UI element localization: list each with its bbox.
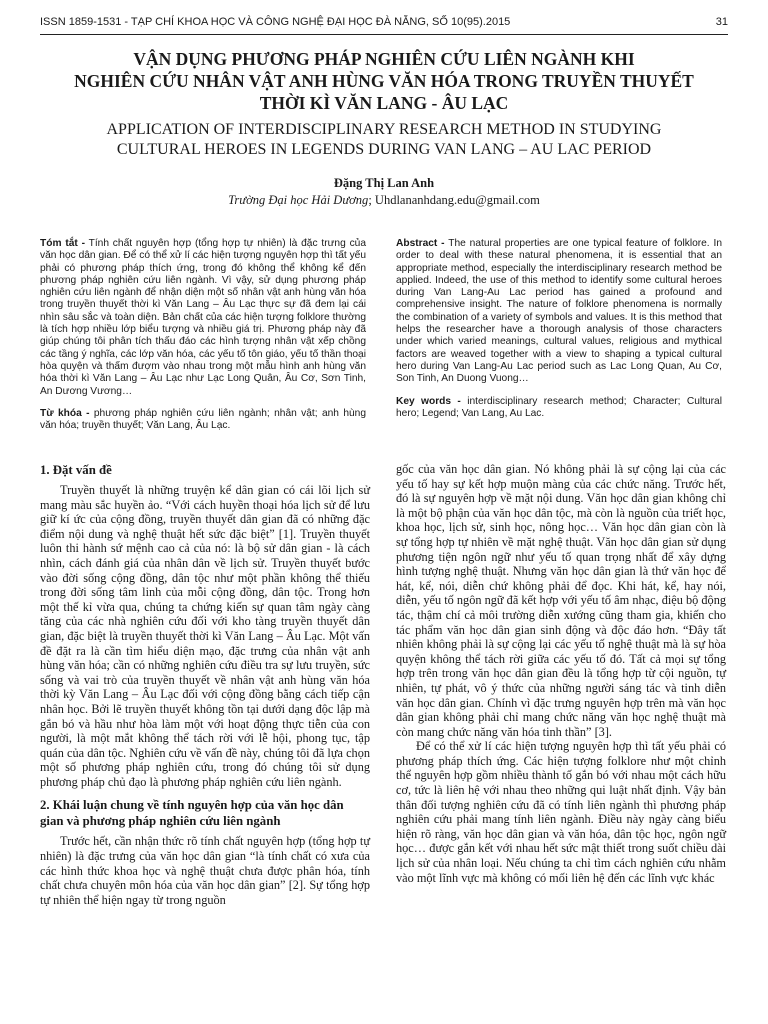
- body-paragraph: Để có thể xử lí các hiện tượng nguyên hợp thì tất yếu phải có phương pháp thích ứng. Các hiện tượng folklore như một chỉnh thể nguyên hợp gồm nhiều thành tố gắn bó với nhau một cách hữu cơ, tức là liên hệ với nhau theo những qui luật nhất định. Vậy bản thân đối tượng nghiên cứu đã có tính liên ngành thì phương pháp nghiên cứu phải mang tính liên ngành. Điều này ngày càng biểu hiện rõ ràng, văn học dân gian và văn hóa, dân tộc học, ngôn ngữ học… được gắn kết với nhau hết sức mật thiết trong suốt chiều dài lịch sử của nhân loại. Nếu chúng ta chỉ tìm cách nghiên cứu nhằm vào một lĩnh vực mà không có mối liên hệ đến các lĩnh vực khác: [396, 739, 726, 885]
- abstract-en-text: The natural properties are one typical feature of folklore. In order to deal with these natural phenomena, it is essential that an appropriate method, especially the interdisciplinary research method be applied. Indeed, the use of this method to identify some cultural heroes during Van Lang-Au Lac period has gained a profound and comprehensive insight. The nature of folklore phenomena is normally the combination of a variety of symbols and values. It is this method that helps the researcher have a thorough analysis of those characters under which varied meanings, cultural values, religious and mythical factors are weaved together with a view to shaping a typical cultural hero during Van Lang-Au Lac period such as Lac Long Quan, Au Cơ, Son Tinh, An Duong Vuong…: [396, 238, 722, 385]
- title-en-line: APPLICATION OF INTERDISCIPLINARY RESEARCH METHOD IN STUDYING: [106, 121, 662, 138]
- abstract-vi-text: Tính chất nguyên hợp (tổng hợp tự nhiên) là đặc trưng của văn học dân gian. Để có thể xử lí các hiện tượng nguyên hợp thì tất yếu phải có phương pháp thích ứng, trong đó không thể không kể đến phương pháp nghiên cứu liên ngành. Vì vậy, sử dụng phương pháp nghiên cứu liên ngành để nhận diện một số nhân vật anh hùng văn hóa trong truyền thuyết thời kì Văn Lang – Âu Lạc thực sự đã đem lại cái nhìn sâu sắc và toàn diện. Bản chất của các hiện tượng folklore thường là tích hợp nhiều lớp biểu tượng và nhiều giá trị. Phương pháp này đã giúp chúng tôi phân tích thấu đáo các hình tượng nhân vật xếp chồng các tầng ý nghĩa, các lớp văn hóa, các yếu tố tôn giáo, yếu tố thần thoại hòa quyện và thấm đượm vào nhau trong một mẫu hình anh hùng văn hóa thời kì Văn Lang – Âu Lạc như Lạc Long Quân, Âu Cơ, Sơn Tinh, An Dương Vương…: [40, 238, 366, 397]
- keywords-en-label: Key words -: [396, 395, 461, 407]
- keywords-vi-label: Từ khóa -: [40, 407, 90, 419]
- body-paragraph: Trước hết, cần nhận thức rõ tính chất nguyên hợp (tổng hợp tự nhiên) là đặc trưng của văn học dân gian “là tính chất có xưa của các hình thức khoa học và nghệ thuật chưa được phân hóa, tính chất chưa chuyên môn hóa của văn học dân gian” [2]. Sự tổng hợp tự nhiên thể hiện ngay từ trong nguồn: [40, 834, 370, 907]
- section-heading-1: 1. Đặt vấn đề: [40, 463, 112, 477]
- abstract-vi-label: Tóm tắt -: [40, 238, 85, 249]
- author-affiliation: [40, 193, 728, 208]
- abstract-vietnamese: [40, 238, 366, 432]
- header-rule: [40, 34, 728, 35]
- keywords-vi: [40, 408, 366, 433]
- author-email: ; Uhdlananhdang.edu@gmail.com: [368, 193, 540, 207]
- abstract-english: [396, 238, 722, 420]
- abstract-en-paragraph: [396, 238, 722, 386]
- author-name: Đặng Thị Lan Anh: [333, 176, 435, 190]
- abstract-en-label: Abstract -: [396, 238, 445, 249]
- title-english: [40, 120, 728, 160]
- section-heading-2: 2. Khái luận chung về tính nguyên hợp của văn học dân gian và phương pháp nghiên cứu liên ngành: [40, 798, 344, 829]
- running-head: [40, 12, 728, 32]
- title-en-line: CULTURAL HEROES IN LEGENDS DURING VAN LANG – AU LAC PERIOD: [116, 141, 652, 158]
- keywords-en: [396, 396, 722, 421]
- abstract-vi-paragraph: [40, 238, 366, 398]
- title-vietnamese: [40, 48, 728, 114]
- title-vi-line: VẬN DỤNG PHƯƠNG PHÁP NGHIÊN CỨU LIÊN NGÀNH KHI: [133, 49, 635, 69]
- title-vi-line: THỜI KÌ VĂN LANG - ÂU LẠC: [259, 93, 509, 113]
- body-paragraph: Truyền thuyết là những truyện kể dân gian có cái lõi lịch sử mang màu sắc huyền ảo. “Với cách huyền thoại hóa lịch sử để lưu giữ kí ức của cộng đồng, truyền thuyết dân gian đã có những đặc điểm nội dung và nghệ thuật hết sức đặc biệt” [1]. Truyền thuyết luôn thi hành sứ mệnh cao cả của nó: là bộ sử dân gian - là cách nhìn, cách đánh giá của nhân dân về lịch sử. Truyền thuyết bước vào đời sống cộng đồng, dân tộc như một phần không thể thiếu trong đời sống tâm linh của mỗi cộng đồng, dân tộc. Trong hơn một thế kỉ vừa qua, chúng ta chứng kiến sự quan tâm ngày càng tăng của các nhà nghiên cứu đối với kho tàng truyền thuyết dân gian, đặc biệt là truyền thuyết thời kì Văn Lang – Âu Lạc. Một vấn đề đặt ra là cần tìm hiểu diện mạo, đặc trưng của nhân vật anh hùng văn hóa; cần có những nghiên cứu điều tra sự lưu truyền, sức sống và vai trò của truyền thuyết về nhân vật anh hùng văn hóa thời kỳ Văn Lang – Âu Lạc đối với cộng đồng bằng cách tiếp cận nhân học. Bởi lẽ truyền thuyết không tồn tại dưới dạng độc lập mà gắn bó và hầu như hòa làm một với hoạt động thực tiễn của con người, là một mắt không thể tách rời với lễ hội, phong tục, tập quán của dân tộc. Nghiên cứu về vấn đề này, chúng tôi đã lựa chọn một số phương pháp nghiên cứu, trong đó chúng tôi sử dụng phương pháp chủ đạo là phương pháp nghiên cứu liên ngành.: [40, 483, 370, 789]
- page-number: 31: [715, 16, 728, 28]
- keywords-en-text: interdisciplinary research method; Character; Cultural hero; Legend; Van Lang, Au Lac.: [396, 395, 722, 419]
- body-column-right: [396, 462, 726, 885]
- keywords-vi-text: phương pháp nghiên cứu liên ngành; nhân vật; anh hùng văn hóa; truyền thuyết; Văn Lang, Âu Lạc.: [40, 407, 366, 432]
- title-vi-line: NGHIÊN CỨU NHÂN VẬT ANH HÙNG VĂN HÓA TRONG TRUYỀN THUYẾT: [74, 71, 694, 91]
- institution: Trường Đại học Hải Dương: [228, 193, 369, 207]
- body-paragraph: gốc của văn học dân gian. Nó không phải là sự cộng lại của các yếu tố hay sự kết hợp muộn màng của các chức năng. Trước hết, đó là sự nguyên hợp về mặt nội dung. Văn học dân gian không chỉ là một bộ phận của văn học dân tộc, mà còn là nguồn của triết học, khoa học, lịch sử, sinh học, nông học… Văn học dân gian còn là sự tổng hợp tự nhiên về mặt nghệ thuật. Văn học dân gian sử dụng phương tiện ngôn ngữ như yếu tố quan trọng nhất để xây dựng hình tượng nghệ thuật. Nhưng văn học dân gian là thứ văn học để hát, kể, nói, diễn chứ không phải để đọc. Khi hát, kể, hay nói, diễn, yếu tố ngôn ngữ đã kết hợp với yếu tố âm nhạc, điệu bộ động tác, thậm chí cả môi trường diễn xướng cũng tham gia, khiến cho tác phẩm văn học dân gian sinh động và độc đáo hơn. “Đây tất nhiên không phải là sự cộng lại các yếu tố nghệ thuật mà là sự hòa quyện không thể tách rời giữa các yếu tố đó. Tất cả mọi sự tổng hợp trên trong văn học dân gian đều là tổng hợp từ cội nguồn, tự nhiên, tự phát, vô ý thức của những người sáng tác và tinh diễn văn học dân gian. Chính vì đặc trưng nguyên hợp trên mà văn học dân gian không phải chỉ mang chức năng văn học nghệ thuật mà còn mang chức năng văn hóa tinh thần” [3].: [396, 462, 726, 739]
- body-column-left: [40, 462, 370, 907]
- journal-name: ISSN 1859-1531 - TẠP CHÍ KHOA HỌC VÀ CÔNG NGHỆ ĐẠI HỌC ĐÀ NẴNG, SỐ 10(95).2015: [40, 16, 511, 28]
